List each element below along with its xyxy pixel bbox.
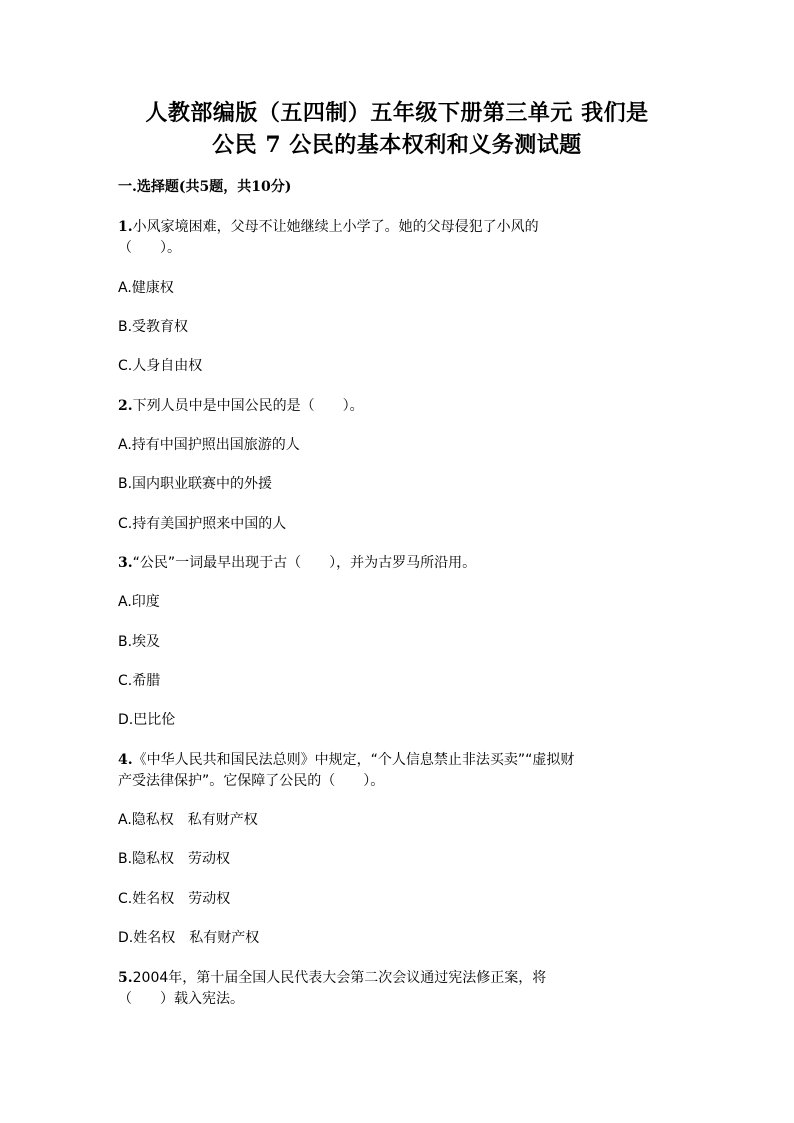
question-text: 小风家境困难，父母不让她继续上小学了。她的父母侵犯了小风的 xyxy=(132,219,539,235)
question-1-option-b[interactable]: B.受教育权 xyxy=(118,319,189,335)
question-4-option-d[interactable]: D.姓名权 私有财产权 xyxy=(118,930,260,946)
section-heading: 一.选择题(共5题，共10分) xyxy=(118,179,292,195)
document-title-line-2: 公民 7 公民的基本权利和义务测试题 xyxy=(212,132,582,158)
question-4-stem-line-2: 产受法律保护”。它保障了公民的（ ）。 xyxy=(118,773,385,789)
question-3-option-a[interactable]: A.印度 xyxy=(118,594,160,610)
question-text: “公民”一词最早出现于古（ ），并为古罗马所沿用。 xyxy=(132,555,477,571)
question-4-option-b[interactable]: B.隐私权 劳动权 xyxy=(118,851,231,867)
question-1-stem-line-2: （ ）。 xyxy=(118,240,181,256)
question-1-stem-line-1 xyxy=(118,216,539,238)
question-1-option-c[interactable]: C.人身自由权 xyxy=(118,358,203,374)
question-5-stem-line-2: （ ）载入宪法。 xyxy=(118,991,244,1007)
question-number: 3. xyxy=(118,555,133,571)
question-text: 2004年，第十届全国人民代表大会第二次会议通过宪法修正案，将 xyxy=(132,970,547,986)
question-4-stem-line-1 xyxy=(118,749,574,771)
question-3-option-b[interactable]: B.埃及 xyxy=(118,634,161,650)
question-4-option-c[interactable]: C.姓名权 劳动权 xyxy=(118,891,231,907)
question-number: 5. xyxy=(118,970,133,986)
question-text: 下列人员中是中国公民的是（ ）。 xyxy=(132,398,364,414)
question-3-option-d[interactable]: D.巴比伦 xyxy=(118,712,176,728)
question-2-stem-line-1 xyxy=(118,395,364,417)
question-2-option-c[interactable]: C.持有美国护照来中国的人 xyxy=(118,516,287,532)
question-3-stem-line-1 xyxy=(118,552,476,574)
question-number: 2. xyxy=(118,398,133,414)
question-1-option-a[interactable]: A.健康权 xyxy=(118,280,174,296)
question-2-option-a[interactable]: A.持有中国护照出国旅游的人 xyxy=(118,437,300,453)
document-title-line-1: 人教部编版（五四制）五年级下册第三单元 我们是 xyxy=(145,100,649,126)
question-3-option-c[interactable]: C.希腊 xyxy=(118,673,161,689)
question-number: 1. xyxy=(118,219,133,235)
question-2-option-b[interactable]: B.国内职业联赛中的外援 xyxy=(118,476,273,492)
question-number: 4. xyxy=(118,752,133,768)
question-4-option-a[interactable]: A.隐私权 私有财产权 xyxy=(118,812,258,828)
question-5-stem-line-1 xyxy=(118,967,546,989)
question-text: 《中华人民共和国民法总则》中规定，“个人信息禁止非法买卖”“虚拟财 xyxy=(132,752,575,768)
